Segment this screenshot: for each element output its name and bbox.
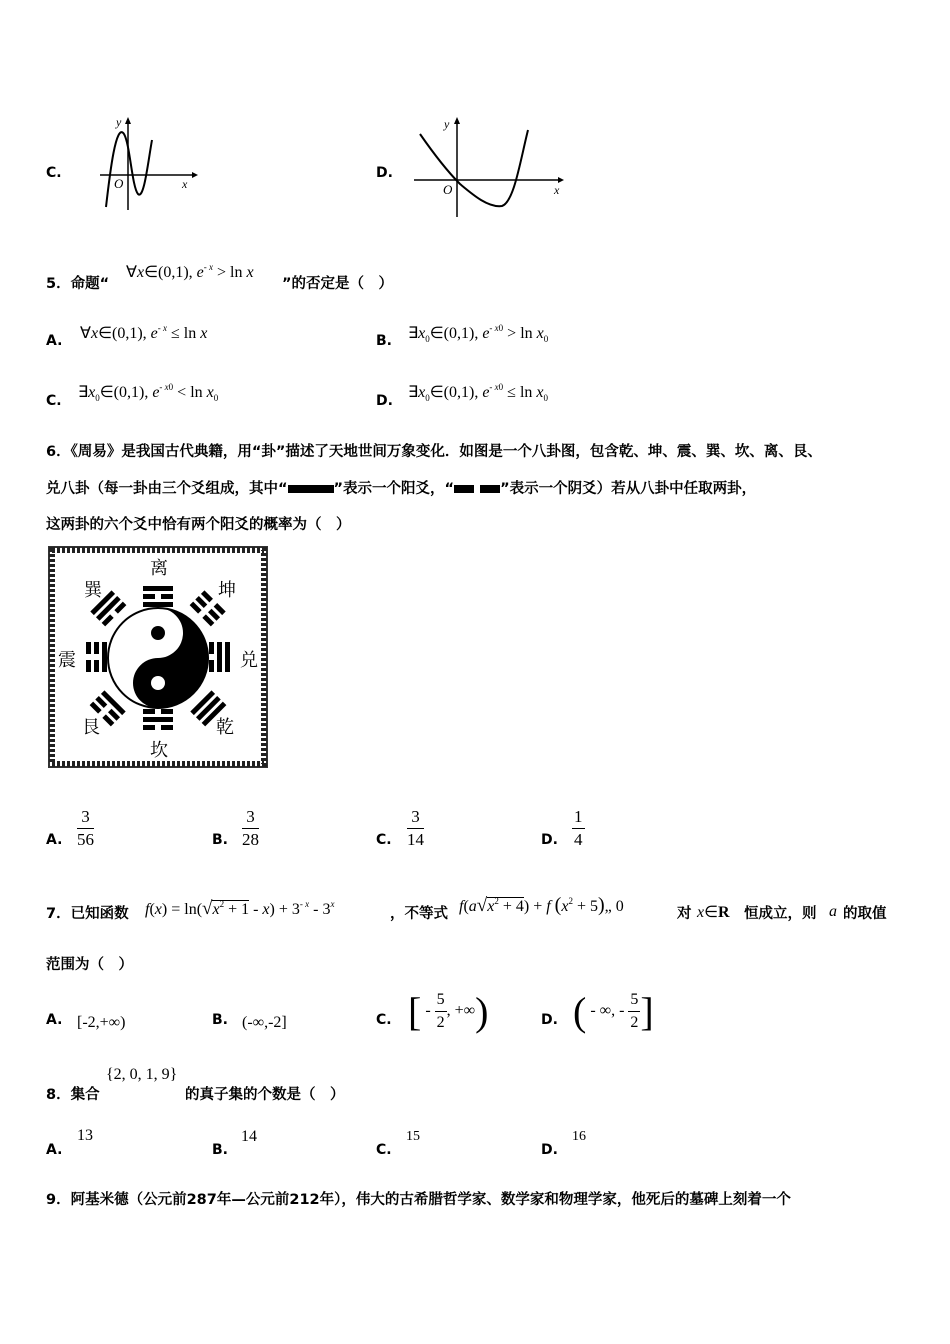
q4-graph-c bbox=[92, 112, 202, 212]
q6-option-b[interactable]: $\frac{3}{28}$ bbox=[242, 807, 259, 849]
q5-option-d[interactable]: $\exists x_0\in(0,1)$, $e^{- x0} \le \ln x_0$ bbox=[408, 382, 549, 403]
q8-option-a[interactable]: 13 bbox=[77, 1127, 93, 1144]
trigram-dui: 兑 bbox=[240, 650, 258, 671]
yin-yao-symbol-right bbox=[480, 485, 500, 493]
question-7-line2: 范围为（ ） bbox=[46, 957, 133, 973]
trigram-kan: 坎 bbox=[150, 740, 168, 761]
q7-option-c-label[interactable]: C. bbox=[376, 1012, 392, 1028]
q7-option-c[interactable]: [ - $\frac{5}{2}$ , +∞) bbox=[408, 989, 489, 1034]
yang-yao-symbol bbox=[288, 485, 334, 493]
x-axis-label: x bbox=[554, 183, 560, 197]
question-8-stem-start: 8．集合 bbox=[46, 1087, 100, 1103]
q4-graph-d bbox=[406, 112, 571, 220]
question-7-stem-start: 7．已知函数 bbox=[46, 906, 129, 922]
question-6-line1: 6．《周易》是我国古代典籍，用“卦”描述了天地世间万象变化．如图是一个八卦图，包含乾、坤、震、巽、坎、离、艮、 bbox=[46, 444, 822, 460]
q7-variable: a bbox=[829, 903, 837, 920]
q7-option-d-label[interactable]: D. bbox=[541, 1012, 558, 1028]
q7-inequality: $f(a√x^2 + 4) + f$ ($x^2$ + 5)„ 0 bbox=[459, 894, 624, 916]
origin-label: O bbox=[114, 176, 124, 191]
q6-option-d[interactable]: $\frac{1}{4}$ bbox=[574, 807, 583, 849]
q5-option-c[interactable]: $\exists x_0\in(0,1)$, $e^{- x0} < \ln x_0$ bbox=[78, 382, 219, 403]
q7-option-b[interactable]: (-∞,-2] bbox=[242, 1014, 287, 1031]
q5-option-b[interactable]: $\exists x_0\in(0,1)$, $e^{- x0} > \ln x_0$ bbox=[408, 323, 549, 344]
y-axis-label: y bbox=[444, 117, 450, 131]
yin-yang-icon bbox=[108, 608, 208, 708]
q5-option-c-label[interactable]: C. bbox=[46, 393, 62, 409]
q7-option-a-label[interactable]: A. bbox=[46, 1012, 63, 1028]
q5-option-d-label[interactable]: D. bbox=[376, 393, 393, 409]
q4-option-d-label[interactable]: D. bbox=[376, 165, 393, 181]
q5-formula: ∀x∈(0,1), $e^{- x} > \ln x$ bbox=[126, 262, 254, 281]
q5-option-a[interactable]: ∀x∈(0,1), $e^{- x} \le \ln x$ bbox=[80, 323, 208, 342]
yin-yao-symbol-left bbox=[454, 485, 474, 493]
trigram-qian: 乾 bbox=[216, 717, 234, 738]
q6-option-b-label[interactable]: B. bbox=[212, 832, 228, 848]
trigram-li: 离 bbox=[150, 558, 168, 579]
q8-option-c-label[interactable]: C. bbox=[376, 1142, 392, 1158]
x-axis-label: x bbox=[182, 177, 188, 191]
curve bbox=[420, 130, 528, 206]
q5-stem-suffix: ”的否定是（ ） bbox=[282, 276, 394, 292]
q7-function: $f(x) = \ln(√x^2 + 1 - x) + 3^{- x} - 3^x$ bbox=[145, 898, 335, 919]
question-9-line1: 9．阿基米德（公元前287年—公元前212年），伟大的古希腊哲学家、数学家和物理学家，他死后的墓碑上刻着一个 bbox=[46, 1192, 791, 1208]
q8-option-d[interactable]: 16 bbox=[572, 1129, 586, 1144]
q8-option-b-label[interactable]: B. bbox=[212, 1142, 228, 1158]
q6-option-a[interactable]: $\frac{3}{56}$ bbox=[77, 807, 94, 849]
q4-option-c-label[interactable]: C. bbox=[46, 165, 62, 181]
question-6-line3: 这两卦的六个爻中恰有两个阳爻的概率为（ ） bbox=[46, 517, 351, 533]
q8-option-a-label[interactable]: A. bbox=[46, 1142, 63, 1158]
q6-option-a-label[interactable]: A. bbox=[46, 832, 63, 848]
q8-set: {2, 0, 1, 9} bbox=[106, 1066, 178, 1083]
curve bbox=[106, 132, 152, 207]
trigram-gen: 艮 bbox=[82, 717, 100, 738]
q7-option-b-label[interactable]: B. bbox=[212, 1012, 228, 1028]
q6-option-c[interactable]: $\frac{3}{14}$ bbox=[407, 807, 424, 849]
q6-option-d-label[interactable]: D. bbox=[541, 832, 558, 848]
origin-label: O bbox=[443, 182, 453, 197]
trigram-kun: 坤 bbox=[218, 580, 236, 601]
q5-option-a-label[interactable]: A. bbox=[46, 333, 63, 349]
q7-suffix: 恒成立，则 bbox=[744, 906, 817, 922]
q8-suffix: 的真子集的个数是（ ） bbox=[185, 1087, 345, 1103]
trigram-xun: 巽 bbox=[84, 580, 102, 601]
q8-option-c[interactable]: 15 bbox=[406, 1129, 420, 1144]
question-5-stem: 5．命题“ bbox=[46, 276, 110, 292]
q6-option-c-label[interactable]: C. bbox=[376, 832, 392, 848]
bagua-figure bbox=[48, 546, 268, 768]
y-axis-label: y bbox=[116, 115, 122, 129]
q7-suffix2: 的取值 bbox=[843, 906, 887, 922]
q7-option-a[interactable]: [-2,+∞) bbox=[77, 1014, 126, 1031]
q7-mid2: 对 bbox=[677, 906, 692, 922]
q8-option-d-label[interactable]: D. bbox=[541, 1142, 558, 1158]
q7-mid: ，不等式 bbox=[390, 906, 448, 922]
q5-option-b-label[interactable]: B. bbox=[376, 333, 392, 349]
trigram-zhen: 震 bbox=[58, 650, 76, 671]
q7-condition: x∈R bbox=[697, 904, 730, 921]
question-6-line2: 兑八卦（每一卦由三个爻组成，其中“ ”表示一个阳爻，“ ”表示一个阴爻）若从八卦中任取两卦， bbox=[46, 481, 757, 497]
q7-option-d[interactable]: ( - ∞, - $\frac{5}{2}$ ] bbox=[573, 989, 654, 1034]
q8-option-b[interactable]: 14 bbox=[241, 1128, 257, 1145]
